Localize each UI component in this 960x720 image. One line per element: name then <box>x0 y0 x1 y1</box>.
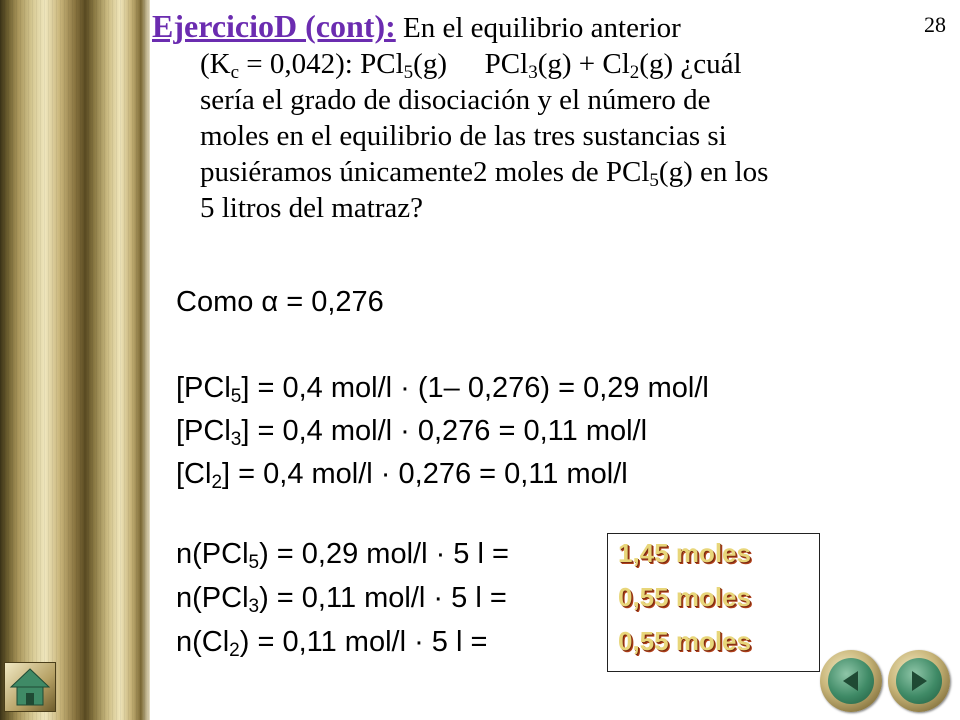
problem-line-1: EjercicioD (cont): En el equilibrio anterior <box>152 8 681 44</box>
page-number: 28 <box>924 12 946 37</box>
alpha-line: Como α = 0,276 <box>176 286 384 318</box>
answer-pcl5: 1,45 moles <box>618 538 751 568</box>
answers-box <box>607 533 820 672</box>
home-button[interactable] <box>4 662 56 712</box>
arrow-right-icon <box>896 658 942 704</box>
problem-statement <box>152 8 912 226</box>
problem-line-5: pusiéramos únicamente2 moles de PCl$_5$(g) en los <box>200 156 769 191</box>
moles-pcl3: n(PCl$_3$) = 0,11 mol/l · 5 l = <box>176 582 507 617</box>
problem-line-6: 5 litros del matraz? <box>200 192 424 224</box>
conc-cl2: $[Cl_2] = 0,4$ mol/l · 0,276 = 0,11 mol/l <box>176 458 628 493</box>
answer-cl2: 0,55 moles <box>618 626 751 656</box>
problem-line-2: $(K_c = 0,042)$: PCl$_5$(g)  $PCl_3(g) + Cl_2(g)$ ¿cuál <box>200 48 742 83</box>
decorative-sidebar <box>0 0 150 720</box>
previous-button[interactable] <box>820 650 882 712</box>
moles-pcl5: n(PCl$_5$) = 0,29 mol/l · 5 l = <box>176 538 509 573</box>
house-icon <box>5 663 55 711</box>
problem-line-4: moles en el equilibrio de las tres sustancias si <box>200 120 727 152</box>
conc-pcl5: [PCl$_5$] = 0,4 mol/l · (1– 0,276) = 0,29 mol/l <box>176 372 709 407</box>
conc-pcl3: [PCl$_3$] = 0,4 mol/l · 0,276 = 0,11 mol/l <box>176 415 648 450</box>
arrow-left-icon <box>828 658 874 704</box>
next-button[interactable] <box>888 650 950 712</box>
problem-line-3: sería el grado de disociación y el número de <box>200 84 711 116</box>
answer-pcl3: 0,55 moles <box>618 582 751 612</box>
moles-cl2: $n(Cl_2) = 0,11$ mol/l · 5 l = <box>176 626 488 661</box>
exercise-title: EjercicioD (cont): <box>152 8 396 44</box>
